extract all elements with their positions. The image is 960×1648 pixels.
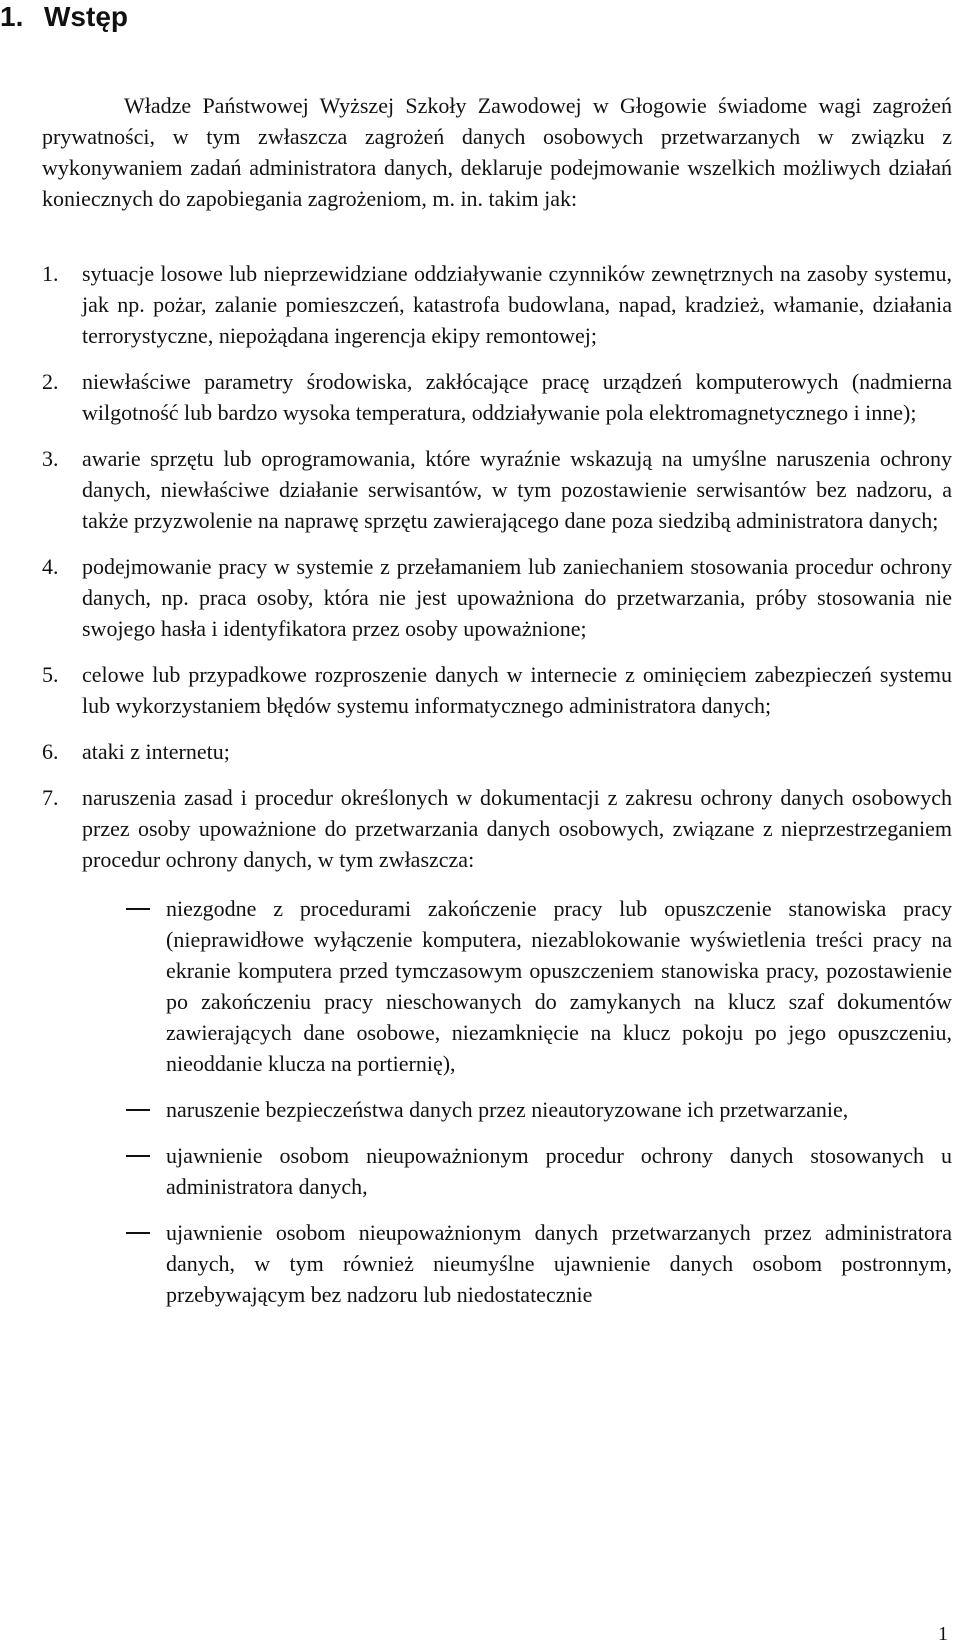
list-item [42,782,952,1310]
sub-list-item [82,1217,952,1310]
list-item-number: 7. [42,785,59,810]
dash-bullet-icon [126,1109,150,1111]
list-item-text: awarie sprzętu lub oprogramowania, które wyraźnie wskazują na umyślne naruszenia ochrony danych, niewłaściwe działanie serwisantów, w tym pozostawienie serwisantów bez nadzoru, a także przyzwolenie na naprawę sprzętu zawierającego dane poza siedzibą administratora danych; [82,446,952,533]
sub-list-item [82,1140,952,1202]
sub-list-item-text: ujawnienie osobom nieupoważnionym procedur ochrony danych stosowanych u administratora danych, [166,1143,952,1199]
sub-list-item-text: naruszenie bezpieczeństwa danych przez nieautoryzowane ich przetwarzanie, [166,1097,849,1122]
section-title: Wstęp [44,1,128,32]
dash-bullet-icon [126,1232,150,1234]
dash-bullet-icon [126,1155,150,1157]
dash-bullet-icon [126,908,150,910]
section-number: 1. [0,1,24,32]
list-item-text: niewłaściwe parametry środowiska, zakłócające pracę urządzeń komputerowych (nadmierna wilgotność lub bardzo wysoka temperatura, oddziaływanie pola elektromagnetycznego i inne); [82,369,952,425]
list-item-text: naruszenia zasad i procedur określonych w dokumentacji z zakresu ochrony danych osobowych przez osoby upoważnione do przetwarzania danych osobowych, związane z nieprzestrzeganiem procedur ochrony danych, w tym zwłaszcza: [82,785,952,872]
list-item-number: 3. [42,446,59,471]
list-item-number: 1. [42,261,59,286]
threat-list [42,258,952,1325]
list-item-number: 5. [42,662,59,687]
sub-list-item [82,1094,952,1125]
sub-list [82,893,952,1310]
sub-list-item-text: niezgodne z procedurami zakończenie pracy lub opuszczenie stanowiska pracy (nieprawidłowe wyłączenie komputera, niezablokowanie wyświetlenia treści pracy na ekranie komputera przed tymczasowym opuszczeniem stanowiska pracy, pozostawienie po zakończeniu pracy nieschowanych do zamykanych na klucz szaf dokumentów zawierających dane osobowe, niezamknięcie na klucz pokoju po jego opuszczeniu, nieoddanie klucza na portiernię), [166,896,952,1076]
list-item-text: podejmowanie pracy w systemie z przełamaniem lub zaniechaniem stosowania procedur ochrony danych, np. praca osoby, która nie jest upoważniona do przetwarzania, próby stosowania nie swojego hasła i identyfikatora przez osoby upoważnione; [82,554,952,641]
section-heading [0,0,128,34]
list-item-number: 4. [42,554,59,579]
list-item-text: celowe lub przypadkowe rozproszenie danych w internecie z ominięciem zabezpieczeń systemu lub wykorzystaniem błędów systemu informatycznego administratora danych; [82,662,952,718]
list-item [42,659,952,721]
list-item [42,736,952,767]
list-item-text: sytuacje losowe lub nieprzewidziane oddziaływanie czynników zewnętrznych na zasoby systemu, jak np. pożar, zalanie pomieszczeń, katastrofa budowlana, napad, kradzież, włamanie, działania terrorystyczne, niepożądana ingerencja ekipy remontowej; [82,261,952,348]
list-item-number: 6. [42,739,59,764]
list-item [42,443,952,536]
list-item-number: 2. [42,369,59,394]
list-item [42,551,952,644]
sub-list-item [82,893,952,1079]
page-number: 1 [938,1623,948,1645]
intro-paragraph: Władze Państwowej Wyższej Szkoły Zawodowej w Głogowie świadome wagi zagrożeń prywatności, w tym zwłaszcza zagrożeń danych osobowych przetwarzanych w związku z wykonywaniem zadań administratora danych, deklaruje podejmowanie wszelkich możliwych działań koniecznych do zapobiegania zagrożeniom, m. in. takim jak: [42,93,952,211]
sub-list-item-text: ujawnienie osobom nieupoważnionym danych przetwarzanych przez administratora danych, w tym również nieumyślne ujawnienie danych osobom postronnym, przebywającym bez nadzoru lub niedostatecznie [166,1220,952,1307]
list-item-text: ataki z internetu; [82,739,230,764]
list-item [42,366,952,428]
list-item [42,258,952,351]
